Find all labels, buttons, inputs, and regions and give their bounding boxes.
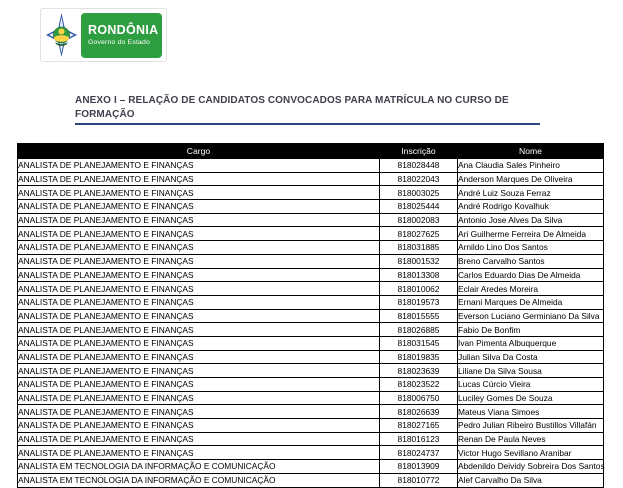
table-row bbox=[18, 159, 604, 173]
table-row bbox=[18, 186, 604, 200]
nome-cell: Everson Luciano Germiniano Da Silva bbox=[458, 309, 604, 323]
inscricao-cell: 818027625 bbox=[380, 227, 458, 241]
cargo-cell: ANALISTA DE PLANEJAMENTO E FINANÇAS bbox=[18, 172, 380, 186]
table-row bbox=[18, 350, 604, 364]
column-header-cargo: Cargo bbox=[18, 144, 380, 159]
inscricao-cell: 818019835 bbox=[380, 350, 458, 364]
table-row bbox=[18, 432, 604, 446]
cargo-cell: ANALISTA DE PLANEJAMENTO E FINANÇAS bbox=[18, 323, 380, 337]
cargo-cell: ANALISTA DE PLANEJAMENTO E FINANÇAS bbox=[18, 309, 380, 323]
inscricao-cell: 818016123 bbox=[380, 432, 458, 446]
table-row bbox=[18, 172, 604, 186]
cargo-cell: ANALISTA DE PLANEJAMENTO E FINANÇAS bbox=[18, 295, 380, 309]
table-row bbox=[18, 241, 604, 255]
table-row bbox=[18, 446, 604, 460]
nome-cell: Luciley Gomes De Souza bbox=[458, 391, 604, 405]
nome-cell: Victor Hugo Sevillano Aranibar bbox=[458, 446, 604, 460]
nome-cell: Julian Silva Da Costa bbox=[458, 350, 604, 364]
cargo-cell: ANALISTA DE PLANEJAMENTO E FINANÇAS bbox=[18, 350, 380, 364]
table-row bbox=[18, 282, 604, 296]
inscricao-cell: 818019573 bbox=[380, 295, 458, 309]
cargo-cell: ANALISTA DE PLANEJAMENTO E FINANÇAS bbox=[18, 227, 380, 241]
table-row bbox=[18, 473, 604, 487]
table-row bbox=[18, 336, 604, 350]
logo-green-badge bbox=[81, 13, 162, 58]
cargo-cell: ANALISTA EM TECNOLOGIA DA INFORMAÇÃO E COMUNICAÇÃO bbox=[18, 473, 380, 487]
table-row bbox=[18, 200, 604, 214]
nome-cell: Antonio Jose Alves Da Silva bbox=[458, 213, 604, 227]
document-heading: ANEXO I – RELAÇÃO DE CANDIDATOS CONVOCADOS PARA MATRÍCULA NO CURSO DE FORMAÇÃO bbox=[75, 95, 509, 120]
table-row bbox=[18, 254, 604, 268]
nome-cell: André Luiz Souza Ferraz bbox=[458, 186, 604, 200]
cargo-cell: ANALISTA DE PLANEJAMENTO E FINANÇAS bbox=[18, 419, 380, 433]
inscricao-cell: 818027165 bbox=[380, 419, 458, 433]
inscricao-cell: 818023522 bbox=[380, 378, 458, 392]
cargo-cell: ANALISTA EM TECNOLOGIA DA INFORMAÇÃO E COMUNICAÇÃO bbox=[18, 460, 380, 474]
table-row bbox=[18, 460, 604, 474]
inscricao-cell: 818024737 bbox=[380, 446, 458, 460]
nome-cell: Lucas Cúrcio Vieira bbox=[458, 378, 604, 392]
nome-cell: Abdenildo Deividy Sobreira Dos Santos bbox=[458, 461, 605, 472]
nome-cell: André Rodrigo Kovalhuk bbox=[458, 200, 604, 214]
inscricao-cell: 818031885 bbox=[380, 241, 458, 255]
cargo-cell: ANALISTA DE PLANEJAMENTO E FINANÇAS bbox=[18, 446, 380, 460]
cargo-cell: ANALISTA DE PLANEJAMENTO E FINANÇAS bbox=[18, 336, 380, 350]
column-header-nome: Nome bbox=[458, 144, 604, 159]
cargo-cell: ANALISTA DE PLANEJAMENTO E FINANÇAS bbox=[18, 405, 380, 419]
cargo-cell: ANALISTA DE PLANEJAMENTO E FINANÇAS bbox=[18, 200, 380, 214]
nome-cell: Renan De Paula Neves bbox=[458, 432, 604, 446]
table-row bbox=[18, 213, 604, 227]
nome-cell: Ana Claudia Sales Pinheiro bbox=[458, 159, 604, 173]
inscricao-cell: 818006750 bbox=[380, 391, 458, 405]
table-row bbox=[18, 295, 604, 309]
nome-cell: Liliane Da Silva Sousa bbox=[458, 364, 604, 378]
nome-cell: Pedro Julian Ribeiro Bustillos Villafán bbox=[458, 419, 604, 433]
table-body bbox=[18, 159, 604, 488]
table-row bbox=[18, 391, 604, 405]
nome-cell: Eclair Aredes Moreira bbox=[458, 282, 604, 296]
cargo-cell: ANALISTA DE PLANEJAMENTO E FINANÇAS bbox=[18, 213, 380, 227]
inscricao-cell: 818023639 bbox=[380, 364, 458, 378]
table-row bbox=[18, 405, 604, 419]
cargo-cell: ANALISTA DE PLANEJAMENTO E FINANÇAS bbox=[18, 391, 380, 405]
table-row bbox=[18, 268, 604, 282]
inscricao-cell: 818026639 bbox=[380, 405, 458, 419]
cargo-cell: ANALISTA DE PLANEJAMENTO E FINANÇAS bbox=[18, 159, 380, 173]
nome-cell: Mateus Viana Simoes bbox=[458, 405, 604, 419]
inscricao-cell: 818015555 bbox=[380, 309, 458, 323]
inscricao-cell: 818002083 bbox=[380, 213, 458, 227]
inscricao-cell: 818026885 bbox=[380, 323, 458, 337]
table-row bbox=[18, 309, 604, 323]
inscricao-cell: 818028448 bbox=[380, 159, 458, 173]
inscricao-cell: 818013308 bbox=[380, 268, 458, 282]
table-row bbox=[18, 227, 604, 241]
cargo-cell: ANALISTA DE PLANEJAMENTO E FINANÇAS bbox=[18, 241, 380, 255]
nome-cell: Arnildo Lino Dos Santos bbox=[458, 241, 604, 255]
heading-underline bbox=[75, 123, 540, 125]
inscricao-cell: 818031545 bbox=[380, 336, 458, 350]
table-row bbox=[18, 419, 604, 433]
cargo-cell: ANALISTA DE PLANEJAMENTO E FINANÇAS bbox=[18, 364, 380, 378]
cargo-cell: ANALISTA DE PLANEJAMENTO E FINANÇAS bbox=[18, 268, 380, 282]
inscricao-cell: 818001532 bbox=[380, 254, 458, 268]
table-header bbox=[18, 144, 604, 159]
table-row bbox=[18, 364, 604, 378]
nome-cell: Ari Guilherme Ferreira De Almeida bbox=[458, 227, 604, 241]
column-header-inscricao: Inscrição bbox=[380, 144, 458, 159]
inscricao-cell: 818022043 bbox=[380, 172, 458, 186]
cargo-cell: ANALISTA DE PLANEJAMENTO E FINANÇAS bbox=[18, 432, 380, 446]
table-row bbox=[18, 323, 604, 337]
cargo-cell: ANALISTA DE PLANEJAMENTO E FINANÇAS bbox=[18, 378, 380, 392]
nome-cell: Breno Carvalho Santos bbox=[458, 254, 604, 268]
nome-cell: Fabio De Bonfim bbox=[458, 323, 604, 337]
nome-cell: Carlos Eduardo Dias De Almeida bbox=[458, 268, 604, 282]
rondonia-coat-of-arms-icon bbox=[45, 12, 78, 58]
cargo-cell: ANALISTA DE PLANEJAMENTO E FINANÇAS bbox=[18, 186, 380, 200]
logo-title: RONDÔNIA bbox=[88, 23, 159, 37]
nome-cell: Ernani Marques De Almeida bbox=[458, 295, 604, 309]
cargo-cell: ANALISTA DE PLANEJAMENTO E FINANÇAS bbox=[18, 282, 380, 296]
inscricao-cell: 818010772 bbox=[380, 473, 458, 487]
logo-subtitle: Governo do Estado bbox=[88, 39, 150, 46]
nome-cell: Alef Carvalho Da Silva bbox=[458, 473, 604, 487]
inscricao-cell: 818013909 bbox=[380, 460, 458, 474]
inscricao-cell: 818003025 bbox=[380, 186, 458, 200]
nome-cell: Anderson Marques De Oliveira bbox=[458, 172, 604, 186]
inscricao-cell: 818010062 bbox=[380, 282, 458, 296]
candidates-table bbox=[17, 143, 604, 488]
table-row bbox=[18, 378, 604, 392]
inscricao-cell: 818025444 bbox=[380, 200, 458, 214]
nome-cell: Ivan Pimenta Albuquerque bbox=[458, 336, 604, 350]
cargo-cell: ANALISTA DE PLANEJAMENTO E FINANÇAS bbox=[18, 254, 380, 268]
rondonia-logo bbox=[40, 8, 167, 62]
